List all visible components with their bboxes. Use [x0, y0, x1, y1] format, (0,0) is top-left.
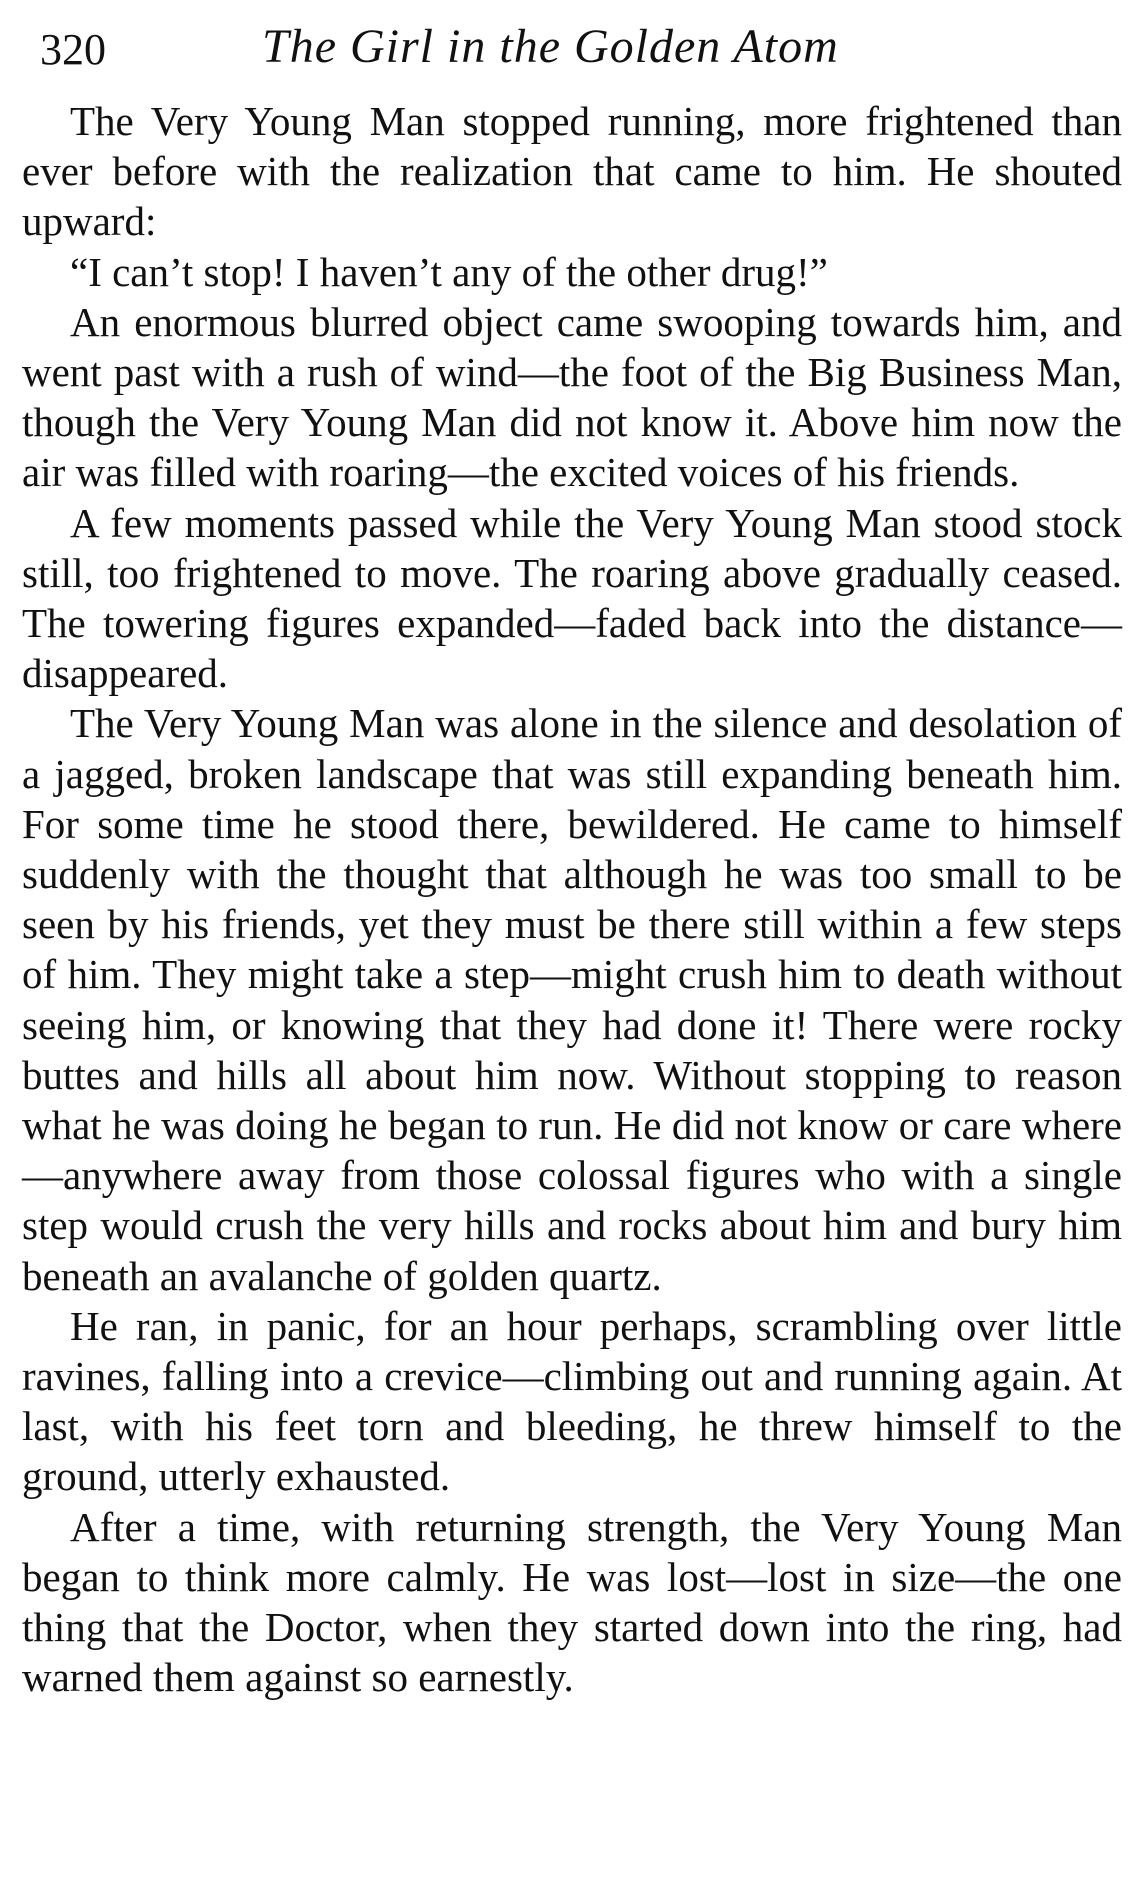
- paragraph: The Very Young Man was alone in the silence and desolation of a jagged, broken landscape that was still expanding beneath him. For some time he stood there, bewildered. He came to himself suddenly with the thought that although he was too small to be seen by his friends, yet they must be there still within a few steps of him. They might take a step—might crush him to death without seeing him, or knowing that they had done it! There were rocky buttes and hills all about him now. Without stopping to reason what he was doing he began to run. He did not know or care where—anywhere away from those colossal figures who with a single step would crush the very hills and rocks about him and bury him beneath an avalanche of golden quartz.: [22, 700, 1122, 1299]
- paragraph: After a time, with returning strength, the Very Young Man began to think more calmly. He was lost—lost in size—the one thing that the Doctor, when they started down into the ring, had warned them against so earnestly.: [22, 1503, 1122, 1701]
- paragraph: The Very Young Man stopped running, more frightened than ever before with the realization that came to him. He shouted upward:: [22, 98, 1122, 245]
- page-number: 320: [40, 25, 106, 74]
- paragraph: A few moments passed while the Very Young Man stood stock still, too frightened to move. The roaring above gradually ceased. The towering figures expanded—faded back into the distance—disappeared.: [22, 499, 1122, 697]
- running-title: The Girl in the Golden Atom: [262, 20, 839, 73]
- paragraph: An enormous blurred object came swooping towards him, and went past with a rush of wind—the foot of the Big Business Man, though the Very Young Man did not know it. Above him now the air was filled with roaring—the excited voices of his friends.: [22, 298, 1122, 496]
- paragraph: “I can’t stop! I haven’t any of the other drug!”: [70, 248, 828, 295]
- paragraph: He ran, in panic, for an hour perhaps, scrambling over little ravines, falling into a crevice—climbing out and running again. At last, with his feet torn and bleeding, he threw himself to the ground, utterly exhausted.: [22, 1302, 1122, 1500]
- running-head: [40, 16, 1130, 86]
- body-text: [22, 96, 1122, 1703]
